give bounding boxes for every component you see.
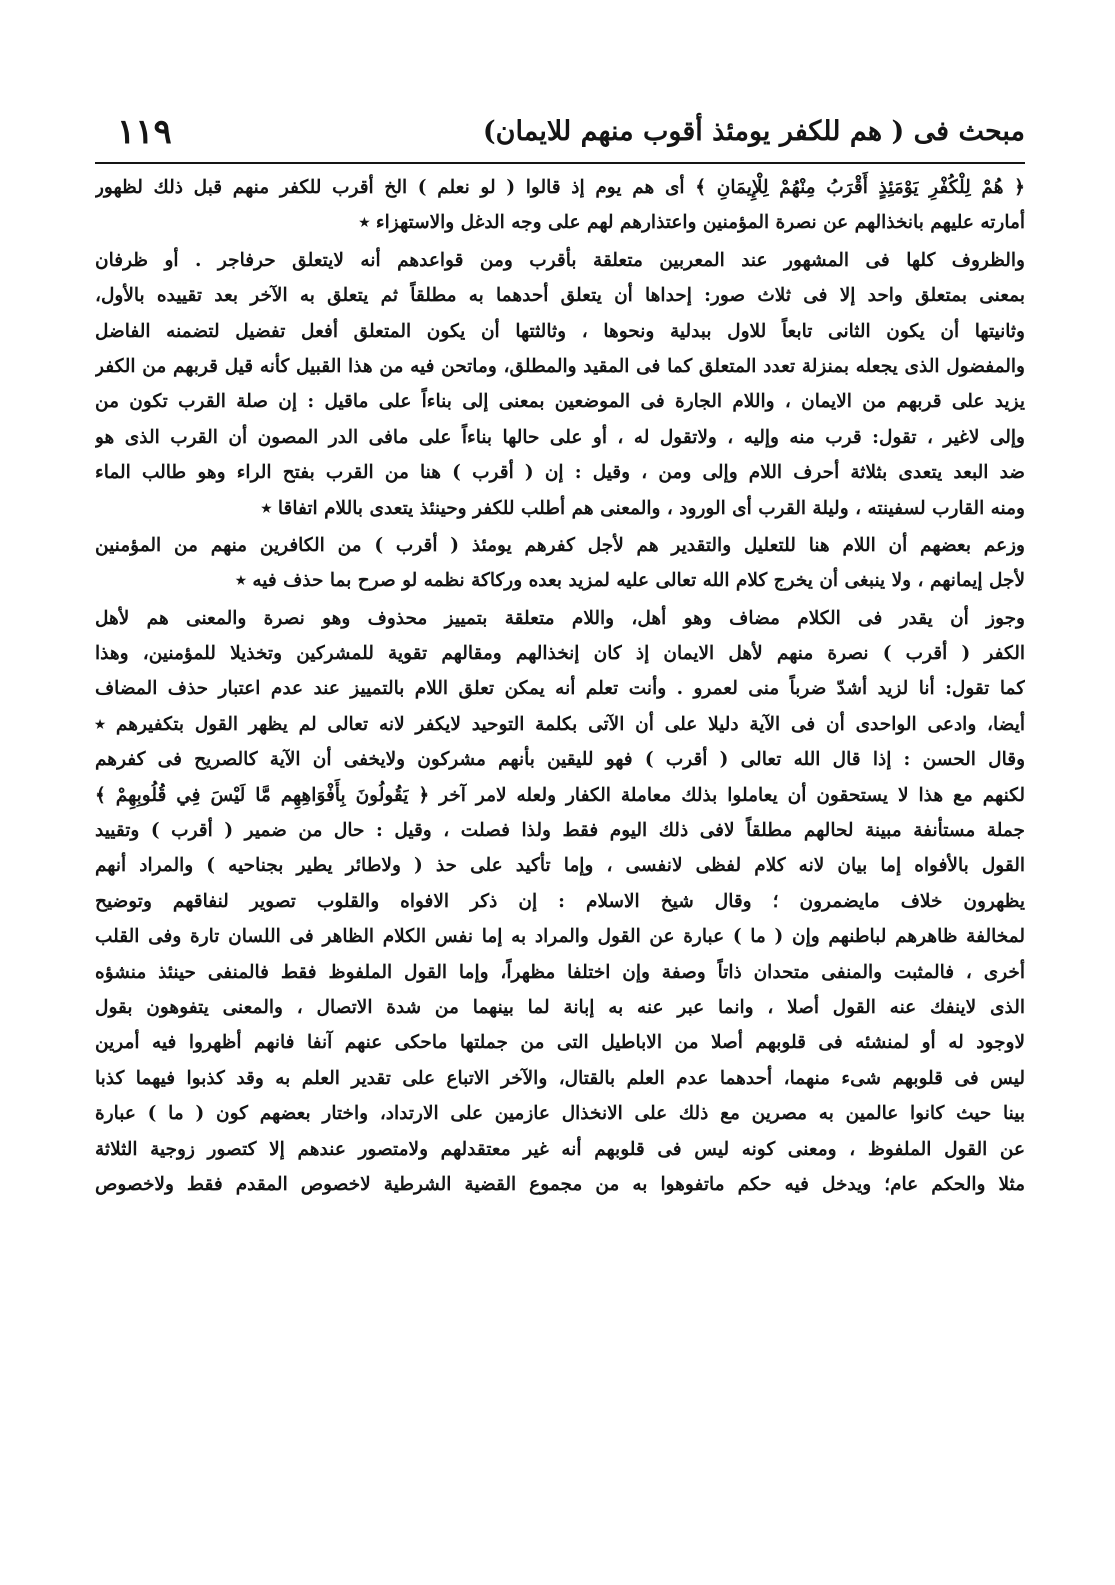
text-line: القول بالأفواه إما بيان لانه كلام لفظى لانفسى ، وإما تأكيد على حذ ( ولاطائر يطير بجناحيه ) والمراد أنهم	[95, 855, 1025, 877]
text-line: بينا حيث كانوا عالمين به مصرين مع ذلك على الانخذال عازمين على الارتداد، واختار بعضهم كون ( ما ) عبارة	[95, 1103, 1025, 1125]
text-line: ومنه القارب لسفينته ، وليلة القرب أى الورود ، والمعنى هم أطلب للكفر وحينئذ يتعدى باللام اتفاقا ٭	[261, 497, 1025, 519]
page-header	[95, 112, 1025, 160]
text-line: والظروف كلها فى المشهور عند المعربين متعلقة بأقرب ومن قواعدهم أنه لايتعلق حرفاجر . أو ظرفان	[95, 249, 1025, 271]
text-line: عن القول الملفوظ ، ومعنى كونه ليس فى قلوبهم أنه غير معتقدلهم ولامتصور عندهم إلا كتصور زوجية الثلاثة	[95, 1138, 1025, 1160]
running-title: مبحث فى ( هم للكفر يومئذ أقوب منهم للايمان)	[482, 116, 1025, 147]
body-text	[95, 170, 1025, 1202]
text-line: وزعم بعضهم أن اللام هنا للتعليل والتقدير هم لأجل كفرهم يومئذ ( أقرب ) من الكافرين منهم من المؤمنين	[95, 534, 1025, 556]
text-line: الذى لاينفك عنه القول أصلا ، وانما عبر عنه به إبانة لما بينهما من شدة الاتصال ، والمعنى يتفوهون بقول	[95, 996, 1025, 1018]
text-line: أمارته عليهم بانخذالهم عن نصرة المؤمنين واعتذارهم لهم على وجه الدغل والاستهزاء ٭	[359, 212, 1025, 234]
text-line: ليس فى قلوبهم شىء منهما، أحدهما عدم العلم بالقتال، والآخر الاتباع على تقدير العلم به وقد كذبوا فيهما كذبا	[95, 1067, 1025, 1089]
text-line: لكنهم مع هذا لا يستحقون أن يعاملوا بذلك معاملة الكفار ولعله لامر آخر ﴿ يَقُولُونَ بِأَفْوَاهِهِم مَّا لَيْسَ فِي قُلُوبِهِمْ ﴾	[95, 784, 1025, 806]
text-line: لأجل إيمانهم ، ولا ينبغى أن يخرج كلام الله تعالى عليه لمزيد بعده وركاكة نظمه لو صرح بما حذف فيه ٭	[235, 570, 1025, 592]
text-line: وثانيتها أن يكون الثانى تابعاً للاول ببدلية ونحوها ، وثالثتها أن يكون المتعلق أفعل تفضيل لتضمنه الفاضل	[95, 320, 1025, 342]
book-page	[95, 112, 1025, 1562]
text-line: أيضا، وادعى الواحدى أن فى الآية دليلا على أن الآتى بكلمة التوحيد لايكفر لانه تعالى لم يظهر القول بتكفيرهم ٭	[95, 713, 1025, 735]
text-line: لمخالفة ظاهرهم لباطنهم وإن ( ما ) عبارة عن القول والمراد به إما نفس الكلام الظاهر فى اللسان تارة وفى القلب	[95, 926, 1025, 948]
text-line: وإلى لاغير ، تقول: قرب منه وإليه ، ولاتقول له ، أو على حالها بناءاً على مافى الدر المصون أن القرب الذى هو	[95, 426, 1025, 448]
text-line: مثلا والحكم عام؛ ويدخل فيه حكم ماتفوهوا به من مجموع القضية الشرطية لاخصوص المقدم فقط ولاخصوص	[95, 1173, 1025, 1195]
text-line: وقال الحسن : إذا قال الله تعالى ( أقرب ) فهو لليقين بأنهم مشركون ولايخفى أن الآية كالصريح فى كفرهم	[95, 749, 1025, 771]
header-rule	[95, 162, 1025, 164]
text-line: لاوجود له أو لمنشئه فى قلوبهم أصلا من الاباطيل التى من جملتها ماحكى عنهم آنفا فانهم أظهروا فيه أمرين	[95, 1032, 1025, 1054]
text-line: ضد البعد يتعدى بثلاثة أحرف اللام وإلى ومن ، وقيل : إن ( أقرب ) هنا من القرب بفتح الراء وهو طالب الماء	[95, 462, 1025, 484]
text-line: يظهرون خلاف مايضمرون ؛ وقال شيخ الاسلام : إن ذكر الافواه والقلوب تصوير لنفاقهم وتوضيح	[95, 890, 1025, 912]
text-line: جملة مستأنفة مبينة لحالهم مطلقاً لافى ذلك اليوم فقط ولذا فصلت ، وقيل : حال من ضمير ( أقرب ) وتقييد	[95, 820, 1025, 842]
text-line: كما تقول: أنا لزيد أشدّ ضرباً منى لعمرو . وأنت تعلم أنه يمكن تعلق اللام بالتمييز عند عدم اعتبار حذف المضاف	[95, 678, 1025, 700]
text-line: أخرى ، فالمثبت والمنفى متحدان ذاتاً وصفة وإن اختلفا مظهراً، وإما القول الملفوظ فقط فالمنفى حينئذ منشؤه	[95, 961, 1025, 983]
text-line: وجوز أن يقدر فى الكلام مضاف وهو أهل، واللام متعلقة بتمييز محذوف وهو نصرة والمعنى هم لأهل	[95, 607, 1025, 629]
text-line: ﴿ هُمْ لِلْكُفْرِ يَوْمَئِذٍ أَقْرَبُ مِنْهُمْ لِلْإِيمَانِ ﴾ أى هم يوم إذ قالوا ( لو نعلم ) الخ أقرب للكفر منهم قبل ذلك لظهور	[95, 177, 1025, 198]
text-line: والمفضول الذى يجعله بمنزلة تعدد المتعلق كما فى المقيد والمطلق، وماتحن فيه من هذا القبيل كأنه قيل قربهم من الكفر	[95, 355, 1025, 377]
text-line: بمعنى بمتعلق واحد إلا فى ثلاث صور: إحداها أن يتعلق أحدهما به مطلقاً ثم يتعلق به الآخر بعد تقييده بالأول،	[95, 285, 1025, 307]
page-number: ١١٩	[117, 112, 172, 152]
text-line: الكفر ( أقرب ) نصرة منهم لأهل الايمان إذ كان إنخذالهم ومقالهم تقوية للمشركين وتخذيلا للمؤمنين، وهذا	[95, 643, 1025, 665]
text-line: يزيد على قربهم من الايمان ، واللام الجارة فى الموضعين بمعنى إلى بناءاً على ماقيل : إن صلة القرب تكون من	[95, 391, 1025, 413]
